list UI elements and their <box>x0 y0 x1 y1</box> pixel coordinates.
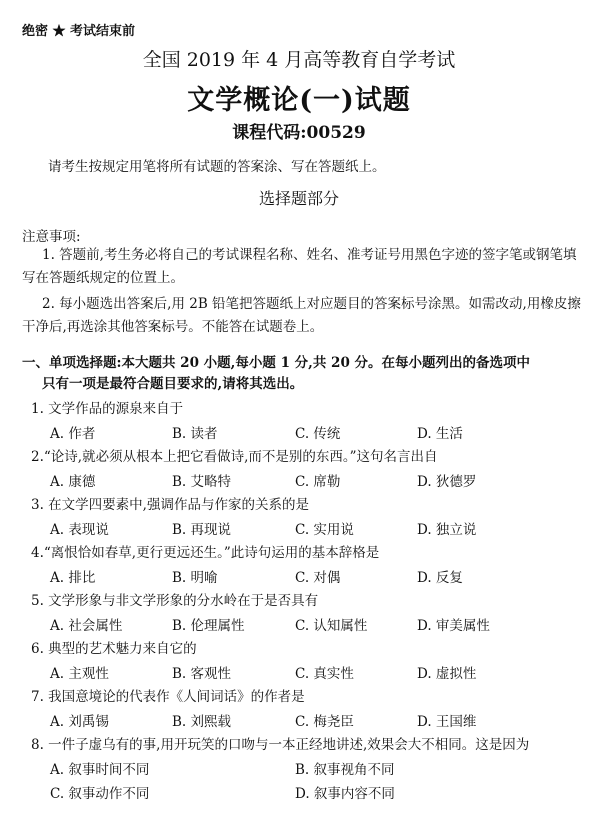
option: A. 叙事时间不同 <box>50 762 150 778</box>
option: D. 叙事内容不同 <box>295 786 395 802</box>
option: B. 叙事视角不同 <box>295 762 395 778</box>
option: C. 传统 <box>295 426 341 442</box>
option: B. 再现说 <box>172 522 232 538</box>
confidential-note: 绝密 ★ 考试结束前 <box>22 24 136 39</box>
option: D. 生活 <box>417 426 463 442</box>
note-item-1-text: 1. 答题前,考生务必将自己的考试课程名称、姓名、准考证号用黑色字迹的签字笔或钢笔填写在答题纸规定的位置上。 <box>22 247 577 286</box>
option: A. 主观性 <box>50 666 109 682</box>
notes-title: 注意事项: <box>22 229 81 245</box>
part1-header-cont: 只有一项是最符合题目要求的,请将其选出。 <box>42 376 304 392</box>
option: C. 对偶 <box>295 570 341 586</box>
note-item-1 <box>22 244 582 290</box>
option: C. 认知属性 <box>295 618 368 634</box>
option: B. 刘熙载 <box>172 714 232 730</box>
question-stem: 4.“离恨恰如春草,更行更远还生。”此诗句运用的基本辞格是 <box>31 545 380 561</box>
option: D. 狄德罗 <box>417 474 477 490</box>
question-stem: 5. 文学形象与非文学形象的分水岭在于是否具有 <box>31 593 319 609</box>
option: A. 表现说 <box>50 522 109 538</box>
option: A. 排比 <box>50 570 96 586</box>
option: C. 梅尧臣 <box>295 714 354 730</box>
option: D. 反复 <box>417 570 463 586</box>
option: D. 审美属性 <box>417 618 490 634</box>
option: C. 席勒 <box>295 474 341 490</box>
option: C. 真实性 <box>295 666 354 682</box>
option: D. 王国维 <box>417 714 477 730</box>
option: A. 刘禹锡 <box>50 714 109 730</box>
question-stem: 6. 典型的艺术魅力来自它的 <box>31 641 197 657</box>
note-item-2 <box>22 293 582 339</box>
option: B. 伦理属性 <box>172 618 245 634</box>
option: A. 作者 <box>50 426 96 442</box>
question-stem: 1. 文学作品的源泉来自于 <box>31 401 184 417</box>
option: A. 康德 <box>50 474 96 490</box>
option: D. 独立说 <box>417 522 477 538</box>
part1-header: 一、单项选择题:本大题共 20 小题,每小题 1 分,共 20 分。在每小题列出的备选项中 <box>22 355 531 371</box>
option: C. 叙事动作不同 <box>50 786 150 802</box>
question-stem: 3. 在文学四要素中,强调作品与作家的关系的是 <box>31 497 309 513</box>
section-heading: 选择题部分 <box>258 189 339 208</box>
question-stem: 7. 我国意境论的代表作《人间词话》的作者是 <box>31 689 305 705</box>
option: B. 读者 <box>172 426 218 442</box>
subject-title: 文学概论(一)试题 <box>187 85 411 116</box>
exam-title: 全国 2019 年 4 月高等教育自学考试 <box>142 49 456 71</box>
option: A. 社会属性 <box>50 618 123 634</box>
option: C. 实用说 <box>295 522 354 538</box>
note-item-2-text: 2. 每小题选出答案后,用 2B 铅笔把答题纸上对应题目的答案标号涂黑。如需改动,用橡皮擦干净后,再选涂其他答案标号。不能答在试题卷上。 <box>22 296 581 335</box>
course-code: 课程代码:00529 <box>232 123 366 143</box>
instruction: 请考生按规定用笔将所有试题的答案涂、写在答题纸上。 <box>48 159 386 175</box>
option: D. 虚拟性 <box>417 666 477 682</box>
question-stem: 8. 一件子虚乌有的事,用开玩笑的口吻与一本正经地讲述,效果会大不相同。这是因为 <box>31 737 530 753</box>
option: B. 艾略特 <box>172 474 232 490</box>
question-stem: 2.“论诗,就必须从根本上把它看做诗,而不是别的东西。”这句名言出自 <box>31 449 438 465</box>
option: B. 客观性 <box>172 666 232 682</box>
option: B. 明喻 <box>172 570 218 586</box>
